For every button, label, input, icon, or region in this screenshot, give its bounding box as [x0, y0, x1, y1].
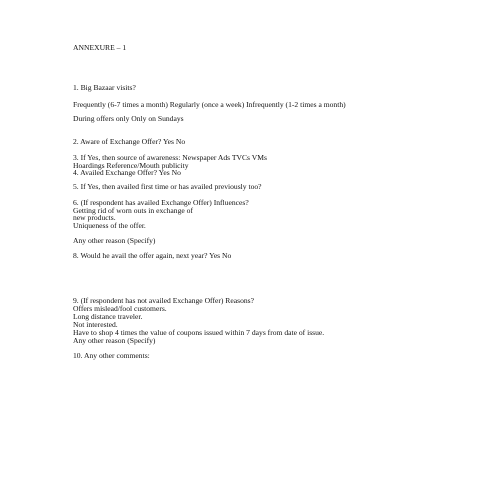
question-5: 5. If Yes, then availed first time or has availed previously too?	[73, 182, 262, 191]
question-4: 4. Availed Exchange Offer? Yes No	[73, 168, 181, 177]
question-3: 3. If Yes, then source of awareness: Newspaper Ads TVCs VMs	[73, 153, 267, 162]
question-8: 8. Would he avail the offer again, next year? Yes No	[73, 251, 232, 260]
question-6-option-1-cont: new products.	[73, 213, 116, 222]
question-3-options: Hoardings Reference/Mouth publicity	[73, 161, 189, 170]
question-6: 6. (If respondent has availed Exchange Offer) Influences?	[73, 198, 249, 207]
question-9-option-2: Long distance traveler.	[73, 312, 143, 321]
question-6-option-other: Any other reason (Specify)	[73, 236, 156, 245]
question-6-option-1: Getting rid of worn outs in exchange of	[73, 206, 193, 215]
question-9-option-1: Offers mislead/fool customers.	[73, 304, 167, 313]
question-9-option-4: Have to shop 4 times the value of coupons issued within 7 days from date of issue.	[73, 328, 325, 337]
question-9: 9. (If respondent has not availed Exchange Offer) Reasons?	[73, 296, 254, 305]
question-1-options-line-1: Frequently (6-7 times a month) Regularly (once a week) Infrequently (1-2 times a month)	[73, 100, 346, 109]
document-title: ANNEXURE – 1	[73, 43, 127, 52]
question-6-option-2: Uniqueness of the offer.	[73, 221, 146, 230]
question-10: 10. Any other comments:	[73, 351, 150, 360]
question-1: 1. Big Bazaar visits?	[73, 83, 136, 92]
question-9-option-other: Any other reason (Specify)	[73, 336, 156, 345]
question-9-option-3: Not interested.	[73, 320, 118, 329]
question-1-options-line-2: During offers only Only on Sundays	[73, 114, 184, 123]
question-2: 2. Aware of Exchange Offer? Yes No	[73, 137, 186, 146]
